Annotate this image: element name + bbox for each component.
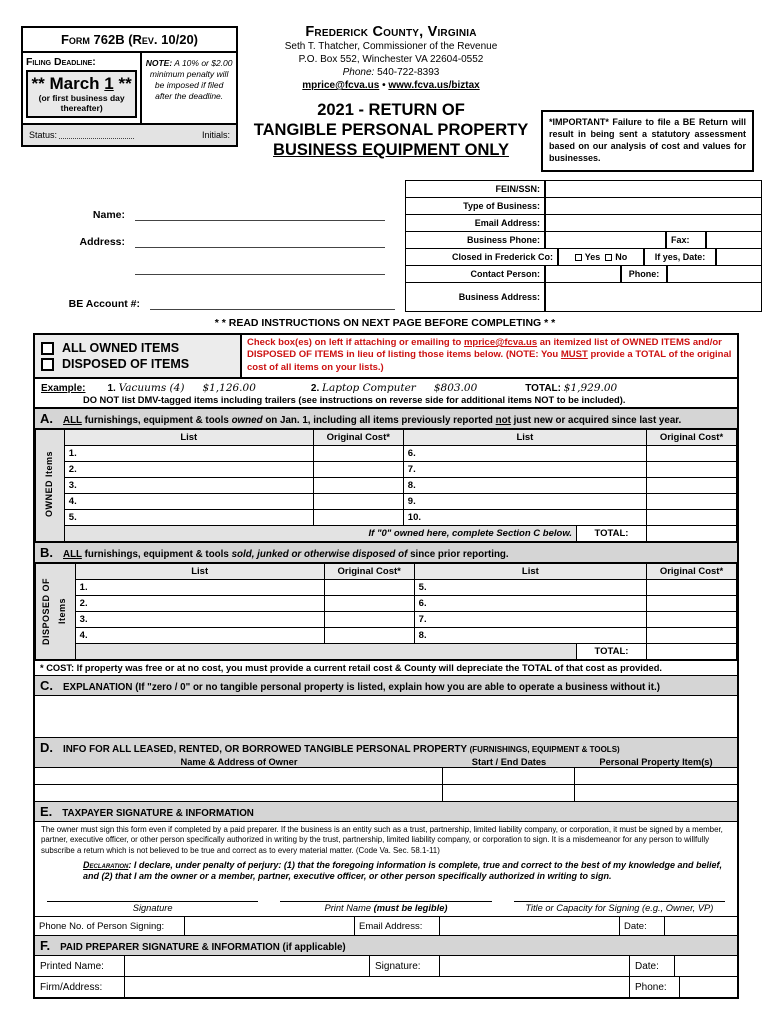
disposed-cost-4[interactable] (324, 628, 414, 644)
leased-row-2 (35, 785, 737, 802)
a-col-cost-2: Original Cost* (647, 430, 737, 446)
phone-line: Phone: 540-722-8393 (342, 67, 440, 78)
contact-phone-field[interactable] (667, 265, 762, 283)
deadline-date: ** March 1 ** (31, 74, 132, 93)
section-f-letter: F. (40, 938, 51, 954)
print-name-line[interactable]: Print Name (must be legible) (280, 901, 491, 913)
form-number-title: Form 762B (Rev. 10/20) (23, 28, 236, 53)
no-label: No (615, 252, 628, 262)
cost-footnote: * COST: If property was free or at no cost, you must provide a current retail cost & County will depreciate the TOTAL of that cost as provided. (35, 660, 737, 676)
a-col-cost-1: Original Cost* (313, 430, 403, 446)
closed-yes-no (558, 248, 644, 266)
attachment-option-row (35, 335, 737, 379)
disposed-cost-7[interactable] (647, 612, 737, 628)
disposed-item-6[interactable]: 6. (414, 596, 646, 612)
commissioner-line: Seth T. Thatcher, Commissioner of the Revenue (284, 41, 498, 52)
section-d-column-headers (35, 757, 737, 768)
all-owned-items-checkbox[interactable] (41, 342, 54, 355)
example-label: Example: (41, 383, 86, 394)
owned-row-5 (36, 510, 737, 526)
deadline-subtext: (or first business day thereafter) (38, 93, 125, 113)
business-phone-label: Business Phone: (405, 231, 545, 249)
filing-deadline-label: Filing Deadline: (26, 56, 96, 68)
owned-item-7[interactable]: 7. (403, 462, 646, 478)
contact-person-label: Contact Person: (405, 265, 545, 283)
disposed-item-7[interactable]: 7. (414, 612, 646, 628)
section-b-letter: B. (40, 545, 53, 560)
owned-cost-9[interactable] (647, 494, 737, 510)
form-title-line2: TANGIBLE PERSONAL PROPERTY (253, 121, 529, 140)
owned-cost-7[interactable] (647, 462, 737, 478)
firm-address-label: Firm/Address: (35, 977, 125, 997)
leased-dates-2[interactable] (443, 785, 575, 801)
link-separator: • (382, 80, 386, 91)
explanation-field[interactable] (35, 696, 737, 738)
owned-item-8[interactable]: 8. (403, 478, 646, 494)
section-b-header (35, 542, 737, 563)
d-col-items: Personal Property Item(s) (599, 757, 713, 767)
disposed-items-table (35, 563, 737, 660)
declaration-text: Declaration: I declare, under penalty of perjury: (1) that the foregoing information is complete, true and correct to the best of my knowledge and belief, and (2) that I am the owner or a member, partner, executive officer, or other person specifically authorized in writing to sign. (83, 859, 722, 882)
disposed-of-items-label: DISPOSED OF ITEMS (62, 357, 190, 371)
owned-item-3[interactable]: 3. (64, 478, 313, 494)
fein-field[interactable] (545, 180, 762, 198)
section-e-letter: E. (40, 804, 53, 819)
preparer-phone-field[interactable] (680, 977, 737, 997)
contact-links (243, 80, 539, 91)
be-account-field[interactable] (150, 297, 395, 310)
section-b-heading: ALL furnishings, equipment & tools sold, junked or otherwise disposed of since prior reporting. (63, 549, 509, 560)
do-not-list-note: DO NOT list DMV-tagged items including trailers (see instructions on reverse side for additional items NOT to be included). (83, 395, 626, 405)
owned-row-2 (36, 462, 737, 478)
preparer-row-1 (35, 956, 737, 977)
website-link[interactable]: www.fcva.us/biztax (388, 80, 480, 91)
fein-label: FEIN/SSN: (405, 180, 545, 198)
section-a-letter: A. (40, 411, 53, 426)
example-item1: Vacuums (4) (118, 382, 185, 394)
b-col-list-1: List (75, 564, 324, 580)
business-address-field[interactable] (545, 282, 762, 312)
disposed-item-8[interactable]: 8. (414, 628, 646, 644)
be-account-label: BE Account #: (68, 298, 140, 310)
taxpayer-block (40, 208, 395, 324)
address-field-2[interactable] (135, 262, 385, 275)
leased-items-2[interactable] (575, 785, 737, 801)
owned-row-3 (36, 478, 737, 494)
signer-phone-field[interactable] (185, 917, 355, 935)
business-address-label: Business Address: (405, 282, 545, 312)
owned-item-5[interactable]: 5. (64, 510, 313, 526)
fax-label: Fax: (666, 231, 706, 249)
disposed-items-side-label-cell (36, 564, 76, 660)
section-c-header (35, 676, 737, 696)
section-d-header (35, 738, 737, 757)
leased-items-1[interactable] (575, 768, 737, 784)
disposed-total-field[interactable] (647, 644, 737, 660)
disposed-cost-3[interactable] (324, 612, 414, 628)
county-name: Frederick County, Virginia (305, 24, 477, 40)
type-of-business-field[interactable] (545, 197, 762, 215)
disposed-cost-1[interactable] (324, 580, 414, 596)
name-field[interactable] (135, 208, 385, 221)
owned-item-9[interactable]: 9. (403, 494, 646, 510)
section-e-header (35, 802, 737, 822)
signer-contact-row (35, 916, 737, 935)
section-e-heading: TAXPAYER SIGNATURE & INFORMATION (62, 808, 254, 819)
filing-deadline-panel (23, 53, 142, 123)
section-a-heading: ALL furnishings, equipment & tools owned on Jan. 1, including all items previously reported not just new or acquired since last year. (63, 415, 682, 426)
red-instructions-note: Check box(es) on left if attaching or emailing to mprice@fcva.us an itemized list of OWNED ITEMS and/or DISPOSED OF ITEMS in lieu of listing those items below. (NOTE: You MUST provide a TOTAL of the original cost of all items on your lists.) (247, 337, 732, 373)
disposed-total-row (36, 644, 737, 660)
disposed-item-3[interactable]: 3. (75, 612, 324, 628)
d-col-owner: Name & Address of Owner (180, 757, 298, 767)
disposed-side-label-2: Items (57, 598, 68, 625)
b-col-cost-2: Original Cost* (647, 564, 737, 580)
disposed-total-label: TOTAL: (577, 644, 647, 660)
disposed-row-1 (36, 580, 737, 596)
signer-date-label: Date: (620, 917, 665, 935)
deadline-box (26, 70, 137, 118)
section-f-heading: PAID PREPARER SIGNATURE & INFORMATION (if applicable) (60, 942, 346, 954)
attachment-checkboxes (35, 335, 242, 377)
leased-dates-1[interactable] (443, 768, 575, 784)
owned-items-table (35, 429, 737, 542)
example-item2-number: 2. (310, 383, 320, 394)
disposed-cost-2[interactable] (324, 596, 414, 612)
disposed-item-2[interactable]: 2. (75, 596, 324, 612)
yes-label: Yes (584, 252, 601, 262)
owned-item-6[interactable]: 6. (403, 446, 646, 462)
signer-email-label: Email Address: (355, 917, 440, 935)
form-id-box (21, 26, 238, 147)
initials-label: Initials: (201, 129, 230, 140)
preparer-date-label: Date: (630, 956, 675, 976)
form-title-line1: 2021 - RETURN OF (317, 101, 465, 119)
owned-cost-5[interactable] (313, 510, 403, 526)
disposed-cost-6[interactable] (647, 596, 737, 612)
example-item2: Laptop Computer (322, 382, 416, 394)
owned-item-4[interactable]: 4. (64, 494, 313, 510)
email-address-label: Email Address: (405, 214, 545, 232)
example-row (35, 379, 737, 409)
disposed-item-5[interactable]: 5. (414, 580, 646, 596)
if-yes-date-label: If yes, Date: (644, 248, 716, 266)
example-item1-number: 1. (107, 383, 116, 394)
a-col-list-1: List (64, 430, 313, 446)
preparer-date-field[interactable] (675, 956, 737, 976)
important-notice: *IMPORTANT* Failure to file a BE Return will result in being sent a statutory assessment based on our analysis of cost and values for businesses. (541, 110, 754, 172)
email-link[interactable]: mprice@fcva.us (302, 80, 380, 91)
example-item1-cost: $1,126.00 (202, 382, 256, 394)
owned-items-side-label: OWNED Items (43, 450, 54, 517)
status-fill-line[interactable] (59, 131, 134, 139)
closed-date-field[interactable] (716, 248, 762, 266)
printed-name-field[interactable] (125, 956, 370, 976)
owned-cost-6[interactable] (647, 446, 737, 462)
disposed-item-1[interactable]: 1. (75, 580, 324, 596)
disposed-cost-5[interactable] (647, 580, 737, 596)
owned-cost-8[interactable] (647, 478, 737, 494)
firm-address-field[interactable] (125, 977, 630, 997)
disposed-item-4[interactable]: 4. (75, 628, 324, 644)
closed-yes-checkbox[interactable] (575, 254, 582, 261)
status-bar (23, 123, 236, 145)
closed-label: Closed in Frederick Co: (405, 248, 558, 266)
signer-phone-label: Phone No. of Person Signing: (35, 917, 185, 935)
owned-row-1 (36, 446, 737, 462)
preparer-signature-field[interactable] (440, 956, 630, 976)
preparer-phone-label: Phone: (630, 977, 680, 997)
business-phone-field[interactable] (545, 231, 666, 249)
contact-phone-label: Phone: (621, 265, 667, 283)
signature-lines (35, 885, 737, 913)
preparer-signature-label: Signature: (370, 956, 440, 976)
email-address-field[interactable] (545, 214, 762, 232)
po-box-line: P.O. Box 552, Winchester VA 22604-0552 (298, 54, 484, 65)
address-label: Address: (79, 236, 125, 248)
owned-footer-note: If "0" owned here, complete Section C below. (64, 526, 576, 542)
preparer-row-2 (35, 977, 737, 997)
owned-items-side-label-cell (36, 430, 65, 542)
owned-cost-10[interactable] (647, 510, 737, 526)
form-title (243, 100, 539, 160)
disposed-of-items-checkbox[interactable] (41, 358, 54, 371)
fax-field[interactable] (706, 231, 762, 249)
type-of-business-label: Type of Business: (405, 197, 545, 215)
disposed-footer-spacer (75, 644, 576, 660)
example-item2-cost: $803.00 (433, 382, 478, 394)
owned-row-4 (36, 494, 737, 510)
read-instructions-line: * * READ INSTRUCTIONS ON NEXT PAGE BEFORE COMPLETING * * (214, 317, 556, 329)
business-info-table (405, 181, 762, 312)
owned-item-10[interactable]: 10. (403, 510, 646, 526)
section-a-header (35, 409, 737, 429)
owned-total-label: TOTAL: (577, 526, 647, 542)
leased-row-1 (35, 768, 737, 785)
form-title-line3: BUSINESS EQUIPMENT ONLY (273, 141, 509, 160)
status-label: Status: (29, 129, 58, 140)
disposed-side-label-1: DISPOSED OF (41, 577, 52, 645)
main-form (33, 333, 739, 999)
signature-legal-text: The owner must sign this form even if completed by a paid preparer. If the business is an entity such as a trust, partnership, limited liability company, or corporation, it must be signed by a member, partner, executive officer, or other person specifically authorized in writing by the trust, partnership, limited liability company, or corporation to sign. It is a misdemeanor for any person to willfully subscribe a return which is not believed to be true and correct as to every material matter. (Code Va. Sec. 58.1-11) (41, 825, 723, 855)
penalty-note: NOTE: A 10% or $2.00 minimum penalty will be imposed if filed after the deadline. (145, 58, 233, 102)
disposed-cost-8[interactable] (647, 628, 737, 644)
title-capacity-line[interactable]: Title or Capacity for Signing (e.g., Owner, VP) (514, 901, 725, 913)
owned-total-row (36, 526, 737, 542)
disposed-row-2 (36, 596, 737, 612)
section-d-letter: D. (40, 740, 53, 755)
leased-owner-2[interactable] (35, 785, 443, 801)
signature-line[interactable]: Signature (47, 901, 258, 913)
b-col-list-2: List (414, 564, 646, 580)
address-field-1[interactable] (135, 235, 385, 248)
disposed-row-3 (36, 612, 737, 628)
leased-owner-1[interactable] (35, 768, 443, 784)
owned-cost-4[interactable] (313, 494, 403, 510)
b-col-cost-1: Original Cost* (324, 564, 414, 580)
closed-no-checkbox[interactable] (605, 254, 612, 261)
contact-person-field[interactable] (545, 265, 621, 283)
name-label: Name: (92, 209, 125, 221)
owned-item-1[interactable]: 1. (64, 446, 313, 462)
section-c-letter: C. (40, 678, 53, 693)
example-total: $1,929.00 (563, 382, 618, 394)
all-owned-items-label: ALL OWNED ITEMS (62, 341, 180, 355)
example-total-label: TOTAL: (525, 383, 561, 394)
disposed-row-4 (36, 628, 737, 644)
owned-cost-3[interactable] (313, 478, 403, 494)
section-f-header (35, 935, 737, 956)
section-d-heading: INFO FOR ALL LEASED, RENTED, OR BORROWED TANGIBLE PERSONAL PROPERTY (FURNISHINGS, EQUIPMENT & TOOLS) (63, 744, 620, 755)
agency-header (243, 24, 539, 160)
printed-name-label: Printed Name: (35, 956, 125, 976)
signer-date-field[interactable] (665, 917, 737, 935)
d-col-dates: Start / End Dates (471, 757, 547, 767)
section-c-heading: EXPLANATION (If "zero / 0" or no tangible personal property is listed, explain how you are able to operate a business without it.) (63, 682, 661, 693)
owned-cost-1[interactable] (313, 446, 403, 462)
owned-total-field[interactable] (647, 526, 737, 542)
signer-email-field[interactable] (440, 917, 620, 935)
a-col-list-2: List (403, 430, 646, 446)
owned-item-2[interactable]: 2. (64, 462, 313, 478)
owned-cost-2[interactable] (313, 462, 403, 478)
red-note-email-link[interactable]: mprice@fcva.us (463, 337, 538, 348)
